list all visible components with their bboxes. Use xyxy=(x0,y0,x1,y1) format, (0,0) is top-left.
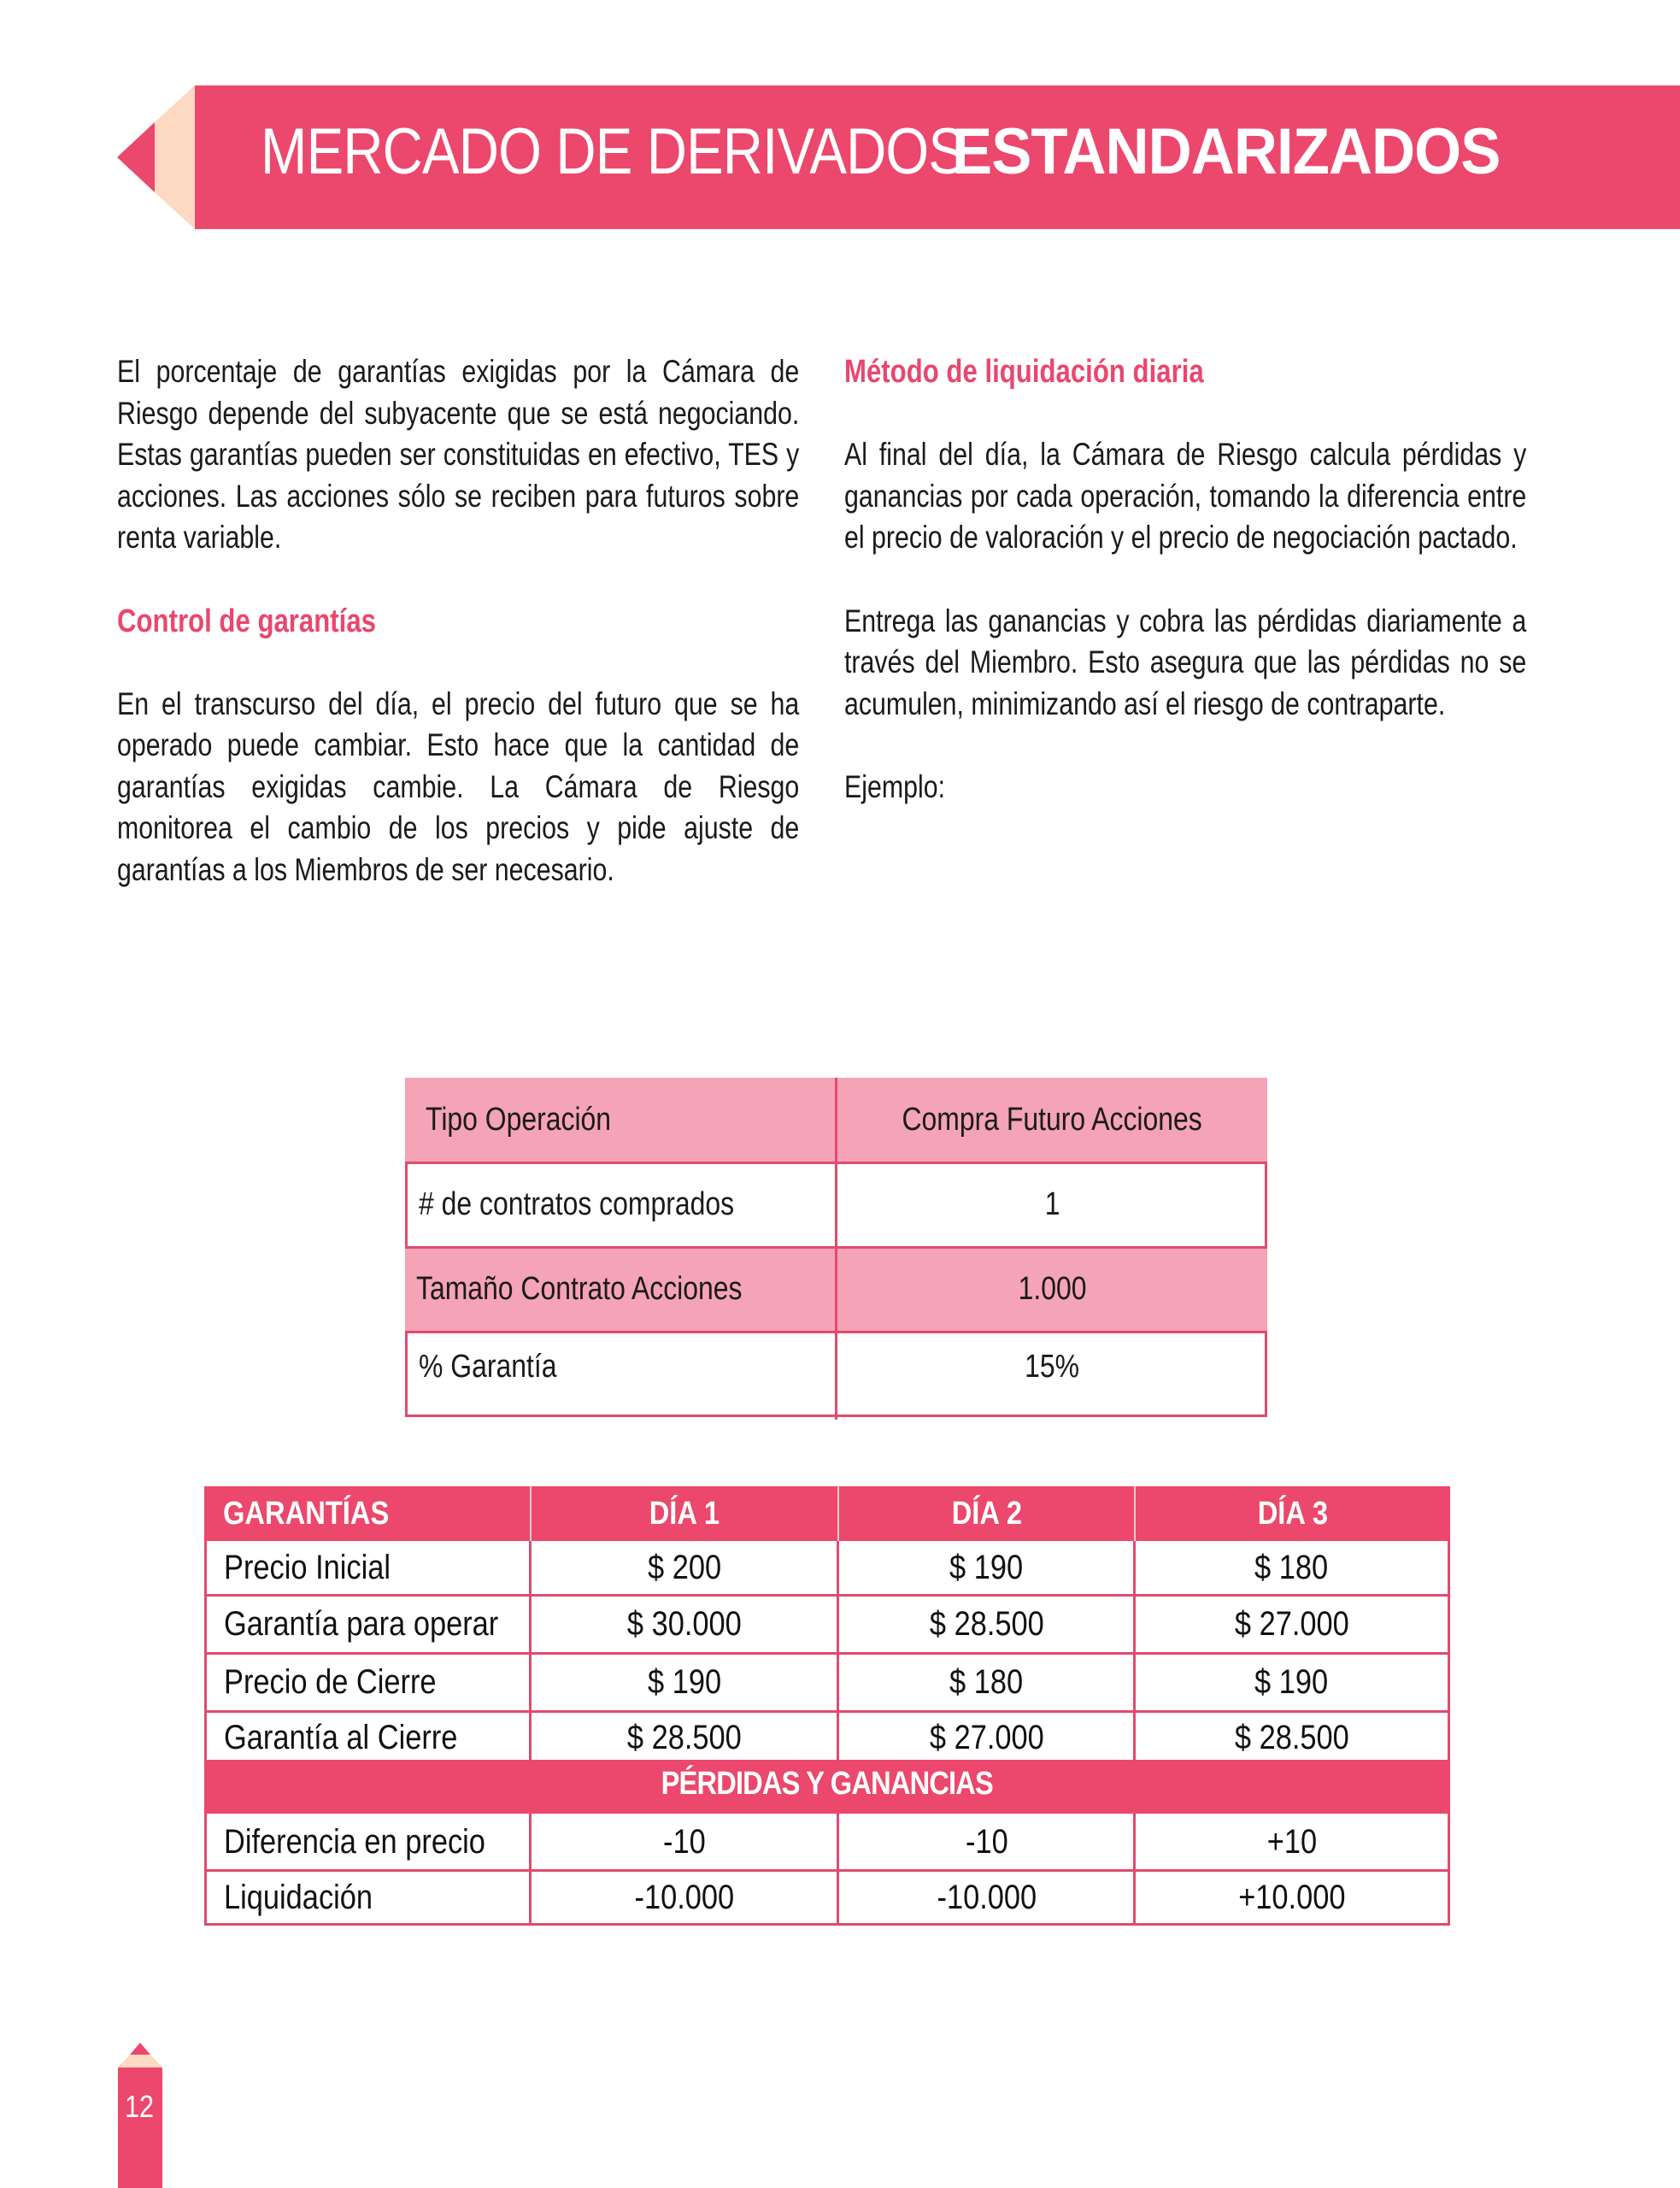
table-cell-value: $ 28.500 xyxy=(627,1719,742,1756)
table-cell-value: $ 180 xyxy=(1254,1549,1329,1586)
table-cell-value: -10 xyxy=(965,1823,1008,1861)
table-cell-value: -10.000 xyxy=(634,1879,735,1916)
table-cell-value: $ 28.500 xyxy=(1234,1719,1349,1756)
table-cell-label: Liquidación xyxy=(224,1879,373,1916)
table-row xyxy=(204,1655,1450,1713)
table-cell-label: Tamaño Contrato Acciones xyxy=(416,1271,743,1307)
table-cell-value: -10 xyxy=(663,1823,706,1861)
page-title-bold: ESTANDARIZADOS xyxy=(952,115,1501,188)
table-cell-value: $ 200 xyxy=(647,1549,722,1586)
page-title xyxy=(261,101,1501,203)
table-cell-label: Precio Inicial xyxy=(224,1549,391,1586)
page-number: 12 xyxy=(124,2089,155,2124)
right-column xyxy=(844,351,1526,809)
contract-table xyxy=(405,1078,1267,1416)
table-cell-value: $ 190 xyxy=(647,1663,722,1701)
liquidacion-paragraph-1: Al final del día, la Cámara de Riesgo calcula pérdidas y ganancias por cada operación, tomando la diferencia entre el precio de valoración y el precio de negociación pactado. xyxy=(844,437,1527,555)
control-garantias-paragraph: En el transcurso del día, el precio del futuro que se ha operado puede cambiar. Esto hace que la cantidad de garantías exigidas cambie. La Cámara de Riesgo monitorea el cambio de los precios y pide ajuste de garantías a los Miembros de ser necesario. xyxy=(117,685,800,887)
table-header-dia-2: DÍA 2 xyxy=(951,1496,1022,1532)
table-row xyxy=(204,1541,1450,1597)
table-cell-value: 1.000 xyxy=(1018,1271,1087,1307)
table-row xyxy=(204,1597,1450,1655)
table-column-divider xyxy=(835,1078,837,1420)
liquidacion-paragraph-2: Entrega las ganancias y cobra las pérdidas diariamente a través del Miembro. Esto asegura que las pérdidas no se acumulen, minimizando así el riesgo de contraparte. xyxy=(844,603,1527,721)
table-header-garantias: GARANTÍAS xyxy=(223,1496,390,1532)
table-column-divider xyxy=(837,1541,839,1760)
table-column-divider xyxy=(1133,1814,1136,1926)
table-row xyxy=(204,1814,1450,1872)
table-cell-label: Diferencia en precio xyxy=(224,1823,485,1861)
table-cell-label: % Garantía xyxy=(419,1349,557,1385)
table-cell-value: $ 28.500 xyxy=(929,1605,1044,1643)
table-column-divider xyxy=(529,1814,532,1926)
table-cell-label: Garantía al Cierre xyxy=(224,1719,458,1756)
table-cell-label: Tipo Operación xyxy=(426,1102,612,1138)
table-cell-label: Garantía para operar xyxy=(224,1605,499,1643)
table-cell-value: 1 xyxy=(1044,1186,1060,1222)
left-column xyxy=(117,351,799,891)
table-column-divider xyxy=(1133,1541,1136,1760)
table-column-divider xyxy=(529,1541,532,1760)
intro-paragraph: El porcentaje de garantías exigidas por la Cámara de Riesgo depende del subyacente que se está negociando. Estas garantías pueden ser constituidas en efectivo, TES y acciones. Las acciones sólo se reciben para futuros sobre renta variable. xyxy=(117,354,800,555)
table-section-header xyxy=(204,1760,1450,1814)
table-cell-value: $ 190 xyxy=(949,1549,1024,1586)
table-cell-label: # de contratos comprados xyxy=(419,1186,735,1222)
table-cell-value: $ 180 xyxy=(949,1663,1024,1701)
table-cell-value: Compra Futuro Acciones xyxy=(902,1102,1203,1138)
example-label: Ejemplo: xyxy=(844,769,946,804)
table-cell-value: $ 30.000 xyxy=(627,1605,742,1643)
table-column-divider xyxy=(837,1814,839,1926)
table-cell-value: 15% xyxy=(1025,1349,1080,1385)
table-cell-label: Precio de Cierre xyxy=(224,1663,437,1701)
table-cell-value: +10.000 xyxy=(1237,1879,1346,1916)
table-cell-value: -10.000 xyxy=(937,1879,1037,1916)
section-heading-control-garantias: Control de garantías xyxy=(117,603,376,639)
table-cell-value: +10 xyxy=(1266,1823,1317,1861)
section-heading-liquidacion-diaria: Método de liquidación diaria xyxy=(844,354,1204,390)
pl-section-title: PÉRDIDAS Y GANANCIAS xyxy=(661,1766,994,1802)
table-row xyxy=(204,1872,1450,1926)
table-header-dia-1: DÍA 1 xyxy=(649,1496,720,1532)
table-cell-value: $ 27.000 xyxy=(929,1719,1044,1756)
table-cell-value: $ 27.000 xyxy=(1234,1605,1349,1643)
table-header-dia-3: DÍA 3 xyxy=(1257,1496,1329,1532)
table-cell-value: $ 190 xyxy=(1254,1663,1329,1701)
page-title-light: MERCADO DE DERIVADOS xyxy=(261,115,966,188)
chapter-header xyxy=(0,0,1680,256)
table-header-row xyxy=(204,1486,1450,1541)
table-row xyxy=(204,1713,1450,1760)
